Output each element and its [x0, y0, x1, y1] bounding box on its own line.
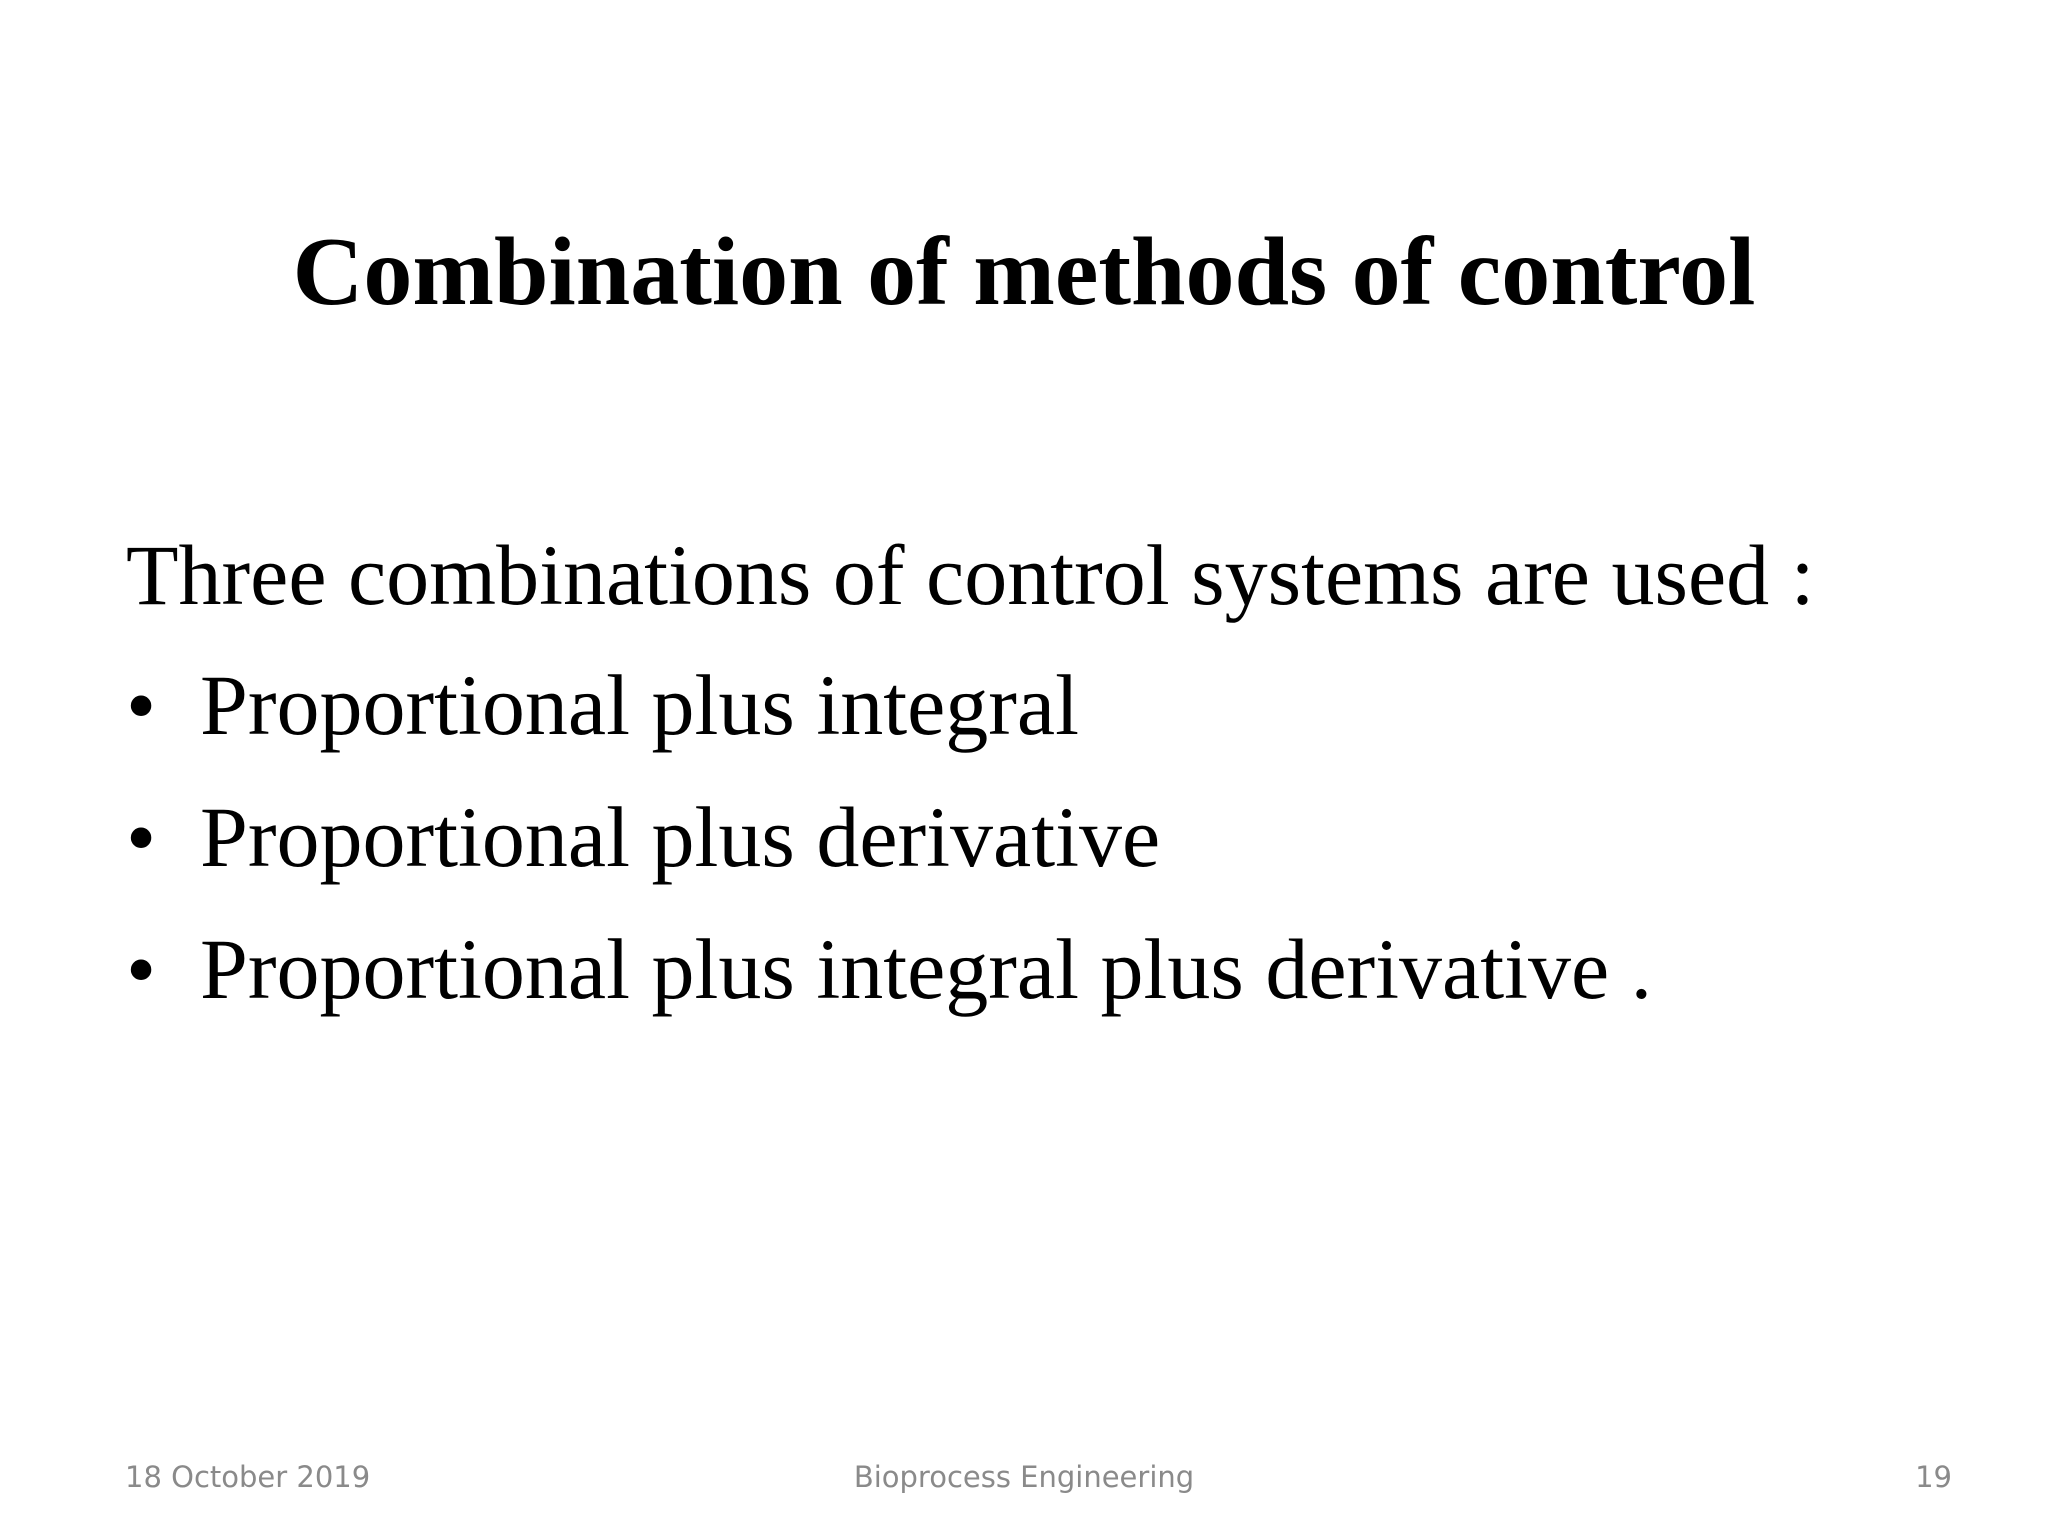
bullet-text: Proportional plus derivative [200, 789, 1161, 885]
list-item [126, 777, 1986, 909]
footer-date: 18 October 2019 [125, 1460, 371, 1494]
slide-body [126, 515, 1986, 1041]
intro-text: Three combinations of control systems are used : [126, 527, 1815, 623]
bullet-icon: • [126, 921, 157, 1017]
slide-title: Combination of methods of control [292, 218, 1756, 326]
bullet-list [126, 645, 1986, 1041]
bullet-icon: • [126, 789, 157, 885]
bullet-text: Proportional plus integral plus derivative . [200, 921, 1653, 1017]
page-number: 19 [1915, 1460, 1952, 1494]
list-item [126, 909, 1986, 1041]
bullet-icon: • [126, 657, 157, 753]
bullet-text: Proportional plus integral [200, 657, 1079, 753]
footer-title: Bioprocess Engineering [853, 1460, 1195, 1494]
list-item [126, 645, 1986, 777]
